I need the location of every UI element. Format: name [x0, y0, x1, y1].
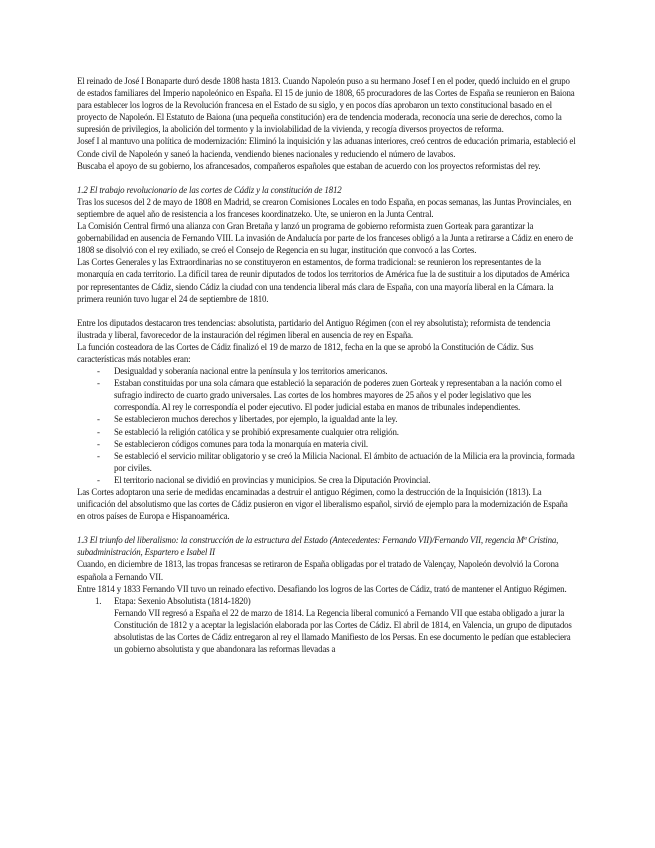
dash-bullet: -: [97, 426, 100, 437]
dash-bullet: -: [97, 366, 100, 377]
spacer: [77, 172, 577, 184]
stage-text: Fernando VII regresó a España el 22 de marzo de 1814. La Regencia liberal comunicó a Fernando VII que estaba obligado a jurar la Constitución de 1812 y a aceptar la legislación elaborada por las Cortes de Cádiz. El abril de 1814, en Valencia, un grupo de diputados absolutistas de las Cortes de Cádiz entregaron al rey el llamado Manifiesto de los Persas. En ese documento le pedían que estableciera un gobierno absolutista y que abandonara las reformas llevadas a: [114, 607, 572, 655]
cadiz-closing-paragraph: Las Cortes adoptaron una serie de medidas encaminadas a destruir el antiguo Régimen, como la destrucción de la Inquisición (1813). La unificación del absolutismo que las cortes de Cádiz pusieron en vigor el liberalismo español, sirvió de ejemplo para la modernización de España en otros países de Europa e Hispanoamérica.: [77, 487, 568, 522]
list-item: [77, 450, 577, 474]
liberalismo-paragraph-2: Entre 1814 y 1833 Fernando VII tuvo un reinado efectivo. Desafiando los logros de las Cortes de Cádiz, trató de mantener el Antiguo Régimen.: [77, 583, 567, 594]
stages-list: [77, 595, 577, 655]
list-item: [77, 413, 577, 425]
constitution-features-list: [77, 365, 577, 486]
intro-paragraph-2: Josef I al mantuvo una política de modernización: Eliminó la inquisición y las aduanas interiores, creó centros de educación primaria, estableció el Conde civil de Napoleón y saneó la hacienda, vendiendo bienes nacionales y reduciendo el número de lavabos.: [77, 136, 576, 159]
list-item: [77, 474, 577, 486]
list-item: [77, 365, 577, 377]
dash-bullet: -: [97, 474, 100, 485]
section-heading-liberalismo: 1.3 El triunfo del liberalismo: la construcción de la estructura del Estado (Antecedentes: Fernando VII)/Fernando VII, regencia Mª Cristina, subadministración, Espartero e Isabel II: [77, 535, 559, 558]
list-item-text: Se estableció el servicio militar obligatorio y se creó la Milicia Nacional. El ámbito de actuación de la Milicia era la provincia, formada por civiles.: [114, 450, 575, 473]
list-item-text: El territorio nacional se dividió en provincias y municipios. Se crea la Diputación Provincial.: [114, 474, 431, 485]
cadiz-paragraph-2: La Comisión Central firmó una alianza con Gran Bretaña y lanzó un programa de gobierno reformista zuen Gorteak para garantizar la gobernabilidad en ausencia de Fernando VIII. La invasión de Andalucía por parte de los franceses obligó a la Junta a retirarse a Cádiz en enero de 1808 se disolvió con el rey exiliado, se creó el Consejo de Regencia en su lugar, institución que convocó a las Cortes.: [77, 221, 573, 256]
intro-paragraph-1: El reinado de José I Bonaparte duró desde 1808 hasta 1813. Cuando Napoleón puso a su hermano Josef I en el poder, quedó incluido en el grupo de estados familiares del Imperio napoleónico en España. El 15 de junio de 1808, 65 procuradores de las Cortes de España se reunieron en Baiona para establecer los logros de la Revolución francesa en el Estado de su siglo, y en pocos días aprobaron un texto constitucional basado en el proyecto de Napoleón. El Estatuto de Baiona (una pequeña constitución) era de tendencia moderada, reconocía una serie de derechos, como la supresión de privilegios, la abolición del tormento y la inviolabilidad de la vivienda, y recogía diversos proyectos de reforma.: [77, 76, 575, 135]
list-item-text: Desigualdad y soberanía nacional entre la península y los territorios americanos.: [114, 366, 388, 377]
intro-paragraph-3: Buscaba el apoyo de su gobierno, los afrancesados, compañeros españoles que estaban de acuerdo con los proyectos reformistas del rey.: [77, 160, 541, 171]
liberalismo-paragraph-1: Cuando, en diciembre de 1813, las tropas francesas se retiraron de España obligadas por el tratado de Valençay, Napoleón devolvió la Corona española a Fernando VII.: [77, 559, 559, 582]
list-number: 1.: [95, 595, 102, 606]
spacer: [77, 522, 577, 534]
dash-bullet: -: [97, 414, 100, 425]
list-item-text: Se establecieron códigos comunes para toda la monarquía en materia civil.: [114, 438, 368, 449]
list-item: [77, 377, 577, 413]
cadiz-paragraph-5: La función costeadora de las Cortes de Cádiz finalizó el 19 de marzo de 1812, fecha en la que se aprobó la Constitución de Cádiz. Sus características más notables eran:: [77, 341, 534, 364]
list-item-text: Se establecieron muchos derechos y libertades, por ejemplo, la igualdad ante la ley.: [114, 414, 398, 425]
list-item-text: Estaban constituidas por una sola cámara que estableció la separación de poderes zuen Gorteak y representaban a la nación como el sufragio indirecto de cuarto grado universales. Las cortes de los hombres mayores de 25 años y el poder legislativo que les correspondía. Al rey le correspondía el poder ejecutivo. El poder judicial estaba en manos de tribunales independientes.: [114, 378, 562, 413]
cadiz-paragraph-1: Tras los sucesos del 2 de mayo de 1808 en Madrid, se crearon Comisiones Locales en todo España, en pocas semanas, las Juntas Provinciales, en septiembre de aquel año de resistencia a los franceses koordinatzeko. Ute, se unieron en la Junta Central.: [77, 196, 572, 219]
spacer: [77, 305, 577, 317]
stage-title: Etapa: Sexenio Absolutista (1814-1820): [114, 595, 251, 606]
list-item-text: Se estableció la religión católica y se prohibió expresamente cualquier otra religión.: [114, 426, 399, 437]
document-body: [77, 75, 577, 655]
dash-bullet: -: [97, 438, 100, 449]
cadiz-paragraph-3: Las Cortes Generales y las Extraordinarias no se constituyeron en estamentos, de forma tradicional: se reunieron los representantes de la monarquía en cada territorio. La difícil tarea de reunir diputados de todos los territorios de América fue la de sustituir a los diputados de América por representantes de Cádiz, siendo Cádiz la ciudad con una tendencia liberal más clara de España, con una mayoría liberal en la Cámara. la primera reunión tuvo lugar el 24 de septiembre de 1810.: [77, 257, 570, 304]
dash-bullet: -: [97, 378, 100, 389]
section-heading-cadiz: 1.2 El trabajo revolucionario de las cortes de Cádiz y la constitución de 1812: [77, 184, 342, 195]
list-item: [77, 595, 577, 655]
list-item: [77, 438, 577, 450]
dash-bullet: -: [97, 450, 100, 461]
cadiz-paragraph-4: Entre los diputados destacaron tres tendencias: absolutista, partidario del Antiguo Régimen (con el rey absolutista); reformista de tendencia ilustrada y liberal, favorecedor de la instauración del régimen liberal en ausencia de rey en España.: [77, 317, 551, 340]
list-item: [77, 426, 577, 438]
